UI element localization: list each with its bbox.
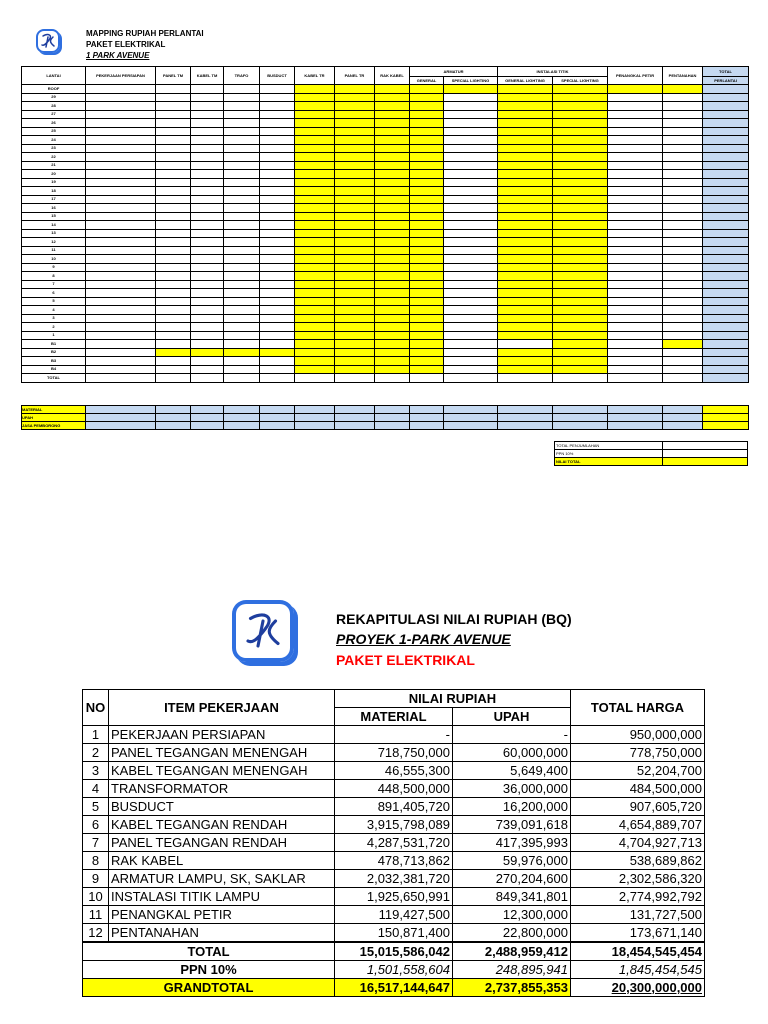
recap-row bbox=[83, 744, 705, 762]
floor-label: 2 bbox=[22, 323, 86, 332]
floor-row bbox=[22, 365, 749, 374]
recap-row-upah: 60,000,000 bbox=[453, 744, 571, 762]
sheet-title: MAPPING RUPIAH PERLANTAI bbox=[86, 29, 204, 38]
floor-row bbox=[22, 340, 749, 349]
recap-row-total: 4,704,927,713 bbox=[571, 834, 705, 852]
recap-row-material: - bbox=[335, 726, 453, 744]
header-penangkal-petir: PENANGKAL PETIR bbox=[608, 67, 663, 85]
floor-label: 25 bbox=[22, 127, 86, 136]
recap-row-total: 173,671,140 bbox=[571, 924, 705, 943]
recap-row-total: 52,204,700 bbox=[571, 762, 705, 780]
recap-row-item: PANEL TEGANGAN MENENGAH bbox=[109, 744, 335, 762]
recap-row-upah: 16,200,000 bbox=[453, 798, 571, 816]
recap-row-total: 2,774,992,792 bbox=[571, 888, 705, 906]
header-rak-kabel: RAK KABEL bbox=[375, 67, 410, 85]
floor-label: ROOF bbox=[22, 85, 86, 94]
sheet-project: 1 PARK AVENUE bbox=[86, 51, 150, 60]
recap-row bbox=[83, 798, 705, 816]
floor-label: 14 bbox=[22, 221, 86, 230]
cost-type-label: JASA PEMBORONG bbox=[22, 422, 86, 430]
recap-row-total: 2,302,586,320 bbox=[571, 870, 705, 888]
recap-row bbox=[83, 924, 705, 943]
cost-type-row bbox=[22, 406, 749, 414]
header-panel-tm: PANEL TM bbox=[156, 67, 191, 85]
floor-label: B1 bbox=[22, 340, 86, 349]
recap-row-no: 5 bbox=[83, 798, 109, 816]
recap-header-upah: UPAH bbox=[453, 708, 571, 726]
recap-row-no: 10 bbox=[83, 888, 109, 906]
floor-row bbox=[22, 323, 749, 332]
floor-row bbox=[22, 144, 749, 153]
recap-row-no: 1 bbox=[83, 726, 109, 744]
recap-row bbox=[83, 870, 705, 888]
recap-package: PAKET ELEKTRIKAL bbox=[336, 652, 475, 668]
recap-row-total: 484,500,000 bbox=[571, 780, 705, 798]
floor-row bbox=[22, 85, 749, 94]
floor-label: 29 bbox=[22, 93, 86, 102]
header-panel-tr: PANEL TR bbox=[335, 67, 375, 85]
summary-nilai-total: NILAI TOTAL bbox=[555, 458, 663, 466]
recap-row-no: 4 bbox=[83, 780, 109, 798]
recap-header-total-harga: TOTAL HARGA bbox=[571, 690, 705, 726]
recap-row-material: 3,915,798,089 bbox=[335, 816, 453, 834]
floor-label: 16 bbox=[22, 204, 86, 213]
recap-row bbox=[83, 888, 705, 906]
floor-label: 1 bbox=[22, 331, 86, 340]
floor-label: B3 bbox=[22, 357, 86, 366]
floor-row bbox=[22, 238, 749, 247]
header-armatur-general: GENERAL bbox=[410, 77, 444, 85]
summary-total-penjumlahan: TOTAL PENJUMLAHAN bbox=[555, 442, 663, 450]
floor-row bbox=[22, 357, 749, 366]
floor-row bbox=[22, 102, 749, 111]
floor-row bbox=[22, 170, 749, 179]
recap-ppn-material: 1,501,558,604 bbox=[335, 961, 453, 979]
header-instalasi-titik: INSTALASI TITIK bbox=[498, 67, 608, 77]
recap-row-upah: 59,976,000 bbox=[453, 852, 571, 870]
floor-label: 24 bbox=[22, 136, 86, 145]
cost-type-label: UPAH bbox=[22, 414, 86, 422]
floor-row bbox=[22, 280, 749, 289]
recap-row bbox=[83, 834, 705, 852]
recap-header-item: ITEM PEKERJAAN bbox=[109, 690, 335, 726]
summary-table bbox=[554, 441, 748, 466]
floor-row bbox=[22, 187, 749, 196]
floor-row bbox=[22, 212, 749, 221]
floor-label: TOTAL bbox=[22, 374, 86, 383]
header-lantai: LANTAI bbox=[22, 67, 86, 85]
company-logo bbox=[36, 29, 60, 53]
recap-row-total: 4,654,889,707 bbox=[571, 816, 705, 834]
jk-logo-icon bbox=[38, 31, 58, 51]
header-kabel-tr: KABEL TR bbox=[295, 67, 335, 85]
recap-header-nilai-rupiah: NILAI RUPIAH bbox=[335, 690, 571, 708]
recap-row-no: 7 bbox=[83, 834, 109, 852]
recap-row-upah: 739,091,618 bbox=[453, 816, 571, 834]
recap-header-material: MATERIAL bbox=[335, 708, 453, 726]
recap-grandtotal-material: 16,517,144,647 bbox=[335, 979, 453, 997]
floor-row bbox=[22, 178, 749, 187]
recap-row-item: ARMATUR LAMPU, SK, SAKLAR bbox=[109, 870, 335, 888]
floor-row bbox=[22, 127, 749, 136]
floor-mapping-table bbox=[21, 66, 749, 383]
floor-label: 8 bbox=[22, 272, 86, 281]
floor-row bbox=[22, 161, 749, 170]
header-armatur: ARMATUR bbox=[410, 67, 498, 77]
recap-row-item: INSTALASI TITIK LAMPU bbox=[109, 888, 335, 906]
header-trafo: TRAFO bbox=[224, 67, 260, 85]
recap-ppn-total: 1,845,454,545 bbox=[571, 961, 705, 979]
floor-row bbox=[22, 204, 749, 213]
recap-row-item: KABEL TEGANGAN MENENGAH bbox=[109, 762, 335, 780]
floor-label: 18 bbox=[22, 187, 86, 196]
recap-total-material: 15,015,586,042 bbox=[335, 942, 453, 961]
summary-ppn: PPN 10% bbox=[555, 450, 663, 458]
recap-row-material: 4,287,531,720 bbox=[335, 834, 453, 852]
recap-total-upah: 2,488,959,412 bbox=[453, 942, 571, 961]
recap-row-item: RAK KABEL bbox=[109, 852, 335, 870]
recap-row-total: 950,000,000 bbox=[571, 726, 705, 744]
recap-ppn-row bbox=[83, 961, 705, 979]
header-instalasi-general: GENERAL LIGHTING bbox=[498, 77, 553, 85]
header-pentanahan: PENTANAHAN bbox=[663, 67, 703, 85]
header-instalasi-special: SPECIAL LIGHTING bbox=[553, 77, 608, 85]
recap-row-no: 3 bbox=[83, 762, 109, 780]
floor-label: B2 bbox=[22, 348, 86, 357]
recap-row-item: PENANGKAL PETIR bbox=[109, 906, 335, 924]
cost-type-label: MATERIAL bbox=[22, 406, 86, 414]
cost-type-row bbox=[22, 422, 749, 430]
floor-row bbox=[22, 93, 749, 102]
recap-row-material: 478,713,862 bbox=[335, 852, 453, 870]
recap-row-upah: 270,204,600 bbox=[453, 870, 571, 888]
floor-label: 12 bbox=[22, 238, 86, 247]
cost-type-table bbox=[21, 405, 749, 430]
floor-row bbox=[22, 153, 749, 162]
recap-row bbox=[83, 762, 705, 780]
recap-row-total: 131,727,500 bbox=[571, 906, 705, 924]
floor-row bbox=[22, 110, 749, 119]
recap-row-no: 8 bbox=[83, 852, 109, 870]
recap-row-item: PEKERJAAN PERSIAPAN bbox=[109, 726, 335, 744]
recap-row-item: TRANSFORMATOR bbox=[109, 780, 335, 798]
floor-label: 28 bbox=[22, 102, 86, 111]
header-pekerjaan-persiapan: PEKERJAAN PERSIAPAN bbox=[86, 67, 156, 85]
recap-row bbox=[83, 726, 705, 744]
recap-row-upah: 417,395,993 bbox=[453, 834, 571, 852]
floor-label: 13 bbox=[22, 229, 86, 238]
sheet-package: PAKET ELEKTRIKAL bbox=[86, 40, 166, 49]
recap-row bbox=[83, 780, 705, 798]
floor-row bbox=[22, 255, 749, 264]
floor-row bbox=[22, 229, 749, 238]
floor-label: 22 bbox=[22, 153, 86, 162]
header-kabel-tm: KABEL TM bbox=[191, 67, 224, 85]
floor-row bbox=[22, 119, 749, 128]
floor-label: 4 bbox=[22, 306, 86, 315]
floor-label: 9 bbox=[22, 263, 86, 272]
recap-row bbox=[83, 852, 705, 870]
recap-row-item: KABEL TEGANGAN RENDAH bbox=[109, 816, 335, 834]
recap-total-total: 18,454,545,454 bbox=[571, 942, 705, 961]
recap-row-upah: 849,341,801 bbox=[453, 888, 571, 906]
recap-total-row bbox=[83, 942, 705, 961]
recap-total-label: TOTAL bbox=[83, 942, 335, 961]
recap-row-no: 2 bbox=[83, 744, 109, 762]
recap-row-total: 778,750,000 bbox=[571, 744, 705, 762]
floor-label: 17 bbox=[22, 195, 86, 204]
jk-logo-icon-large bbox=[238, 606, 288, 656]
floor-row bbox=[22, 246, 749, 255]
floor-row bbox=[22, 331, 749, 340]
recap-row-no: 11 bbox=[83, 906, 109, 924]
recap-row-upah: 22,800,000 bbox=[453, 924, 571, 943]
recap-row-total: 538,689,862 bbox=[571, 852, 705, 870]
recap-grandtotal-upah: 2,737,855,353 bbox=[453, 979, 571, 997]
floor-label: 11 bbox=[22, 246, 86, 255]
recap-row-item: PENTANAHAN bbox=[109, 924, 335, 943]
floor-label: 20 bbox=[22, 170, 86, 179]
recap-row-material: 2,032,381,720 bbox=[335, 870, 453, 888]
floor-row bbox=[22, 272, 749, 281]
floor-label: 23 bbox=[22, 144, 86, 153]
header-perlantai: PERLANTAI bbox=[703, 77, 749, 85]
cost-type-row bbox=[22, 414, 749, 422]
recap-grandtotal-total: 20,300,000,000 bbox=[571, 979, 705, 997]
recap-grandtotal-label: GRANDTOTAL bbox=[83, 979, 335, 997]
floor-row bbox=[22, 195, 749, 204]
floor-row bbox=[22, 289, 749, 298]
recap-row-material: 150,871,400 bbox=[335, 924, 453, 943]
floor-row bbox=[22, 136, 749, 145]
recap-project: PROYEK 1-PARK AVENUE bbox=[336, 631, 511, 647]
floor-label: 5 bbox=[22, 297, 86, 306]
recap-table bbox=[82, 689, 705, 997]
floor-row bbox=[22, 348, 749, 357]
floor-label: 15 bbox=[22, 212, 86, 221]
recap-row-upah: - bbox=[453, 726, 571, 744]
recap-row-material: 119,427,500 bbox=[335, 906, 453, 924]
floor-row bbox=[22, 221, 749, 230]
floor-label: 3 bbox=[22, 314, 86, 323]
recap-row-no: 9 bbox=[83, 870, 109, 888]
floor-label: 6 bbox=[22, 289, 86, 298]
recap-row-material: 46,555,300 bbox=[335, 762, 453, 780]
floor-row bbox=[22, 306, 749, 315]
recap-grandtotal-row bbox=[83, 979, 705, 997]
floor-row bbox=[22, 374, 749, 383]
recap-row-upah: 12,300,000 bbox=[453, 906, 571, 924]
floor-label: 21 bbox=[22, 161, 86, 170]
recap-logo bbox=[232, 600, 294, 662]
recap-row bbox=[83, 906, 705, 924]
floor-row bbox=[22, 314, 749, 323]
floor-row bbox=[22, 297, 749, 306]
recap-row-upah: 5,649,400 bbox=[453, 762, 571, 780]
recap-row bbox=[83, 816, 705, 834]
header-busduct: BUSDUCT bbox=[260, 67, 295, 85]
recap-ppn-upah: 248,895,941 bbox=[453, 961, 571, 979]
recap-row-material: 891,405,720 bbox=[335, 798, 453, 816]
header-total: TOTAL bbox=[703, 67, 749, 77]
floor-label: 27 bbox=[22, 110, 86, 119]
floor-label: 10 bbox=[22, 255, 86, 264]
floor-label: 19 bbox=[22, 178, 86, 187]
recap-row-no: 12 bbox=[83, 924, 109, 943]
recap-row-material: 448,500,000 bbox=[335, 780, 453, 798]
recap-row-material: 1,925,650,991 bbox=[335, 888, 453, 906]
recap-row-upah: 36,000,000 bbox=[453, 780, 571, 798]
recap-row-material: 718,750,000 bbox=[335, 744, 453, 762]
floor-row bbox=[22, 263, 749, 272]
recap-ppn-label: PPN 10% bbox=[83, 961, 335, 979]
recap-row-item: PANEL TEGANGAN RENDAH bbox=[109, 834, 335, 852]
recap-title: REKAPITULASI NILAI RUPIAH (BQ) bbox=[336, 611, 572, 627]
recap-row-total: 907,605,720 bbox=[571, 798, 705, 816]
recap-row-item: BUSDUCT bbox=[109, 798, 335, 816]
header-armatur-special: SPECIAL LIGHTING bbox=[444, 77, 498, 85]
floor-label: B4 bbox=[22, 365, 86, 374]
floor-label: 26 bbox=[22, 119, 86, 128]
recap-row-no: 6 bbox=[83, 816, 109, 834]
floor-label: 7 bbox=[22, 280, 86, 289]
recap-header-no: NO bbox=[83, 690, 109, 726]
